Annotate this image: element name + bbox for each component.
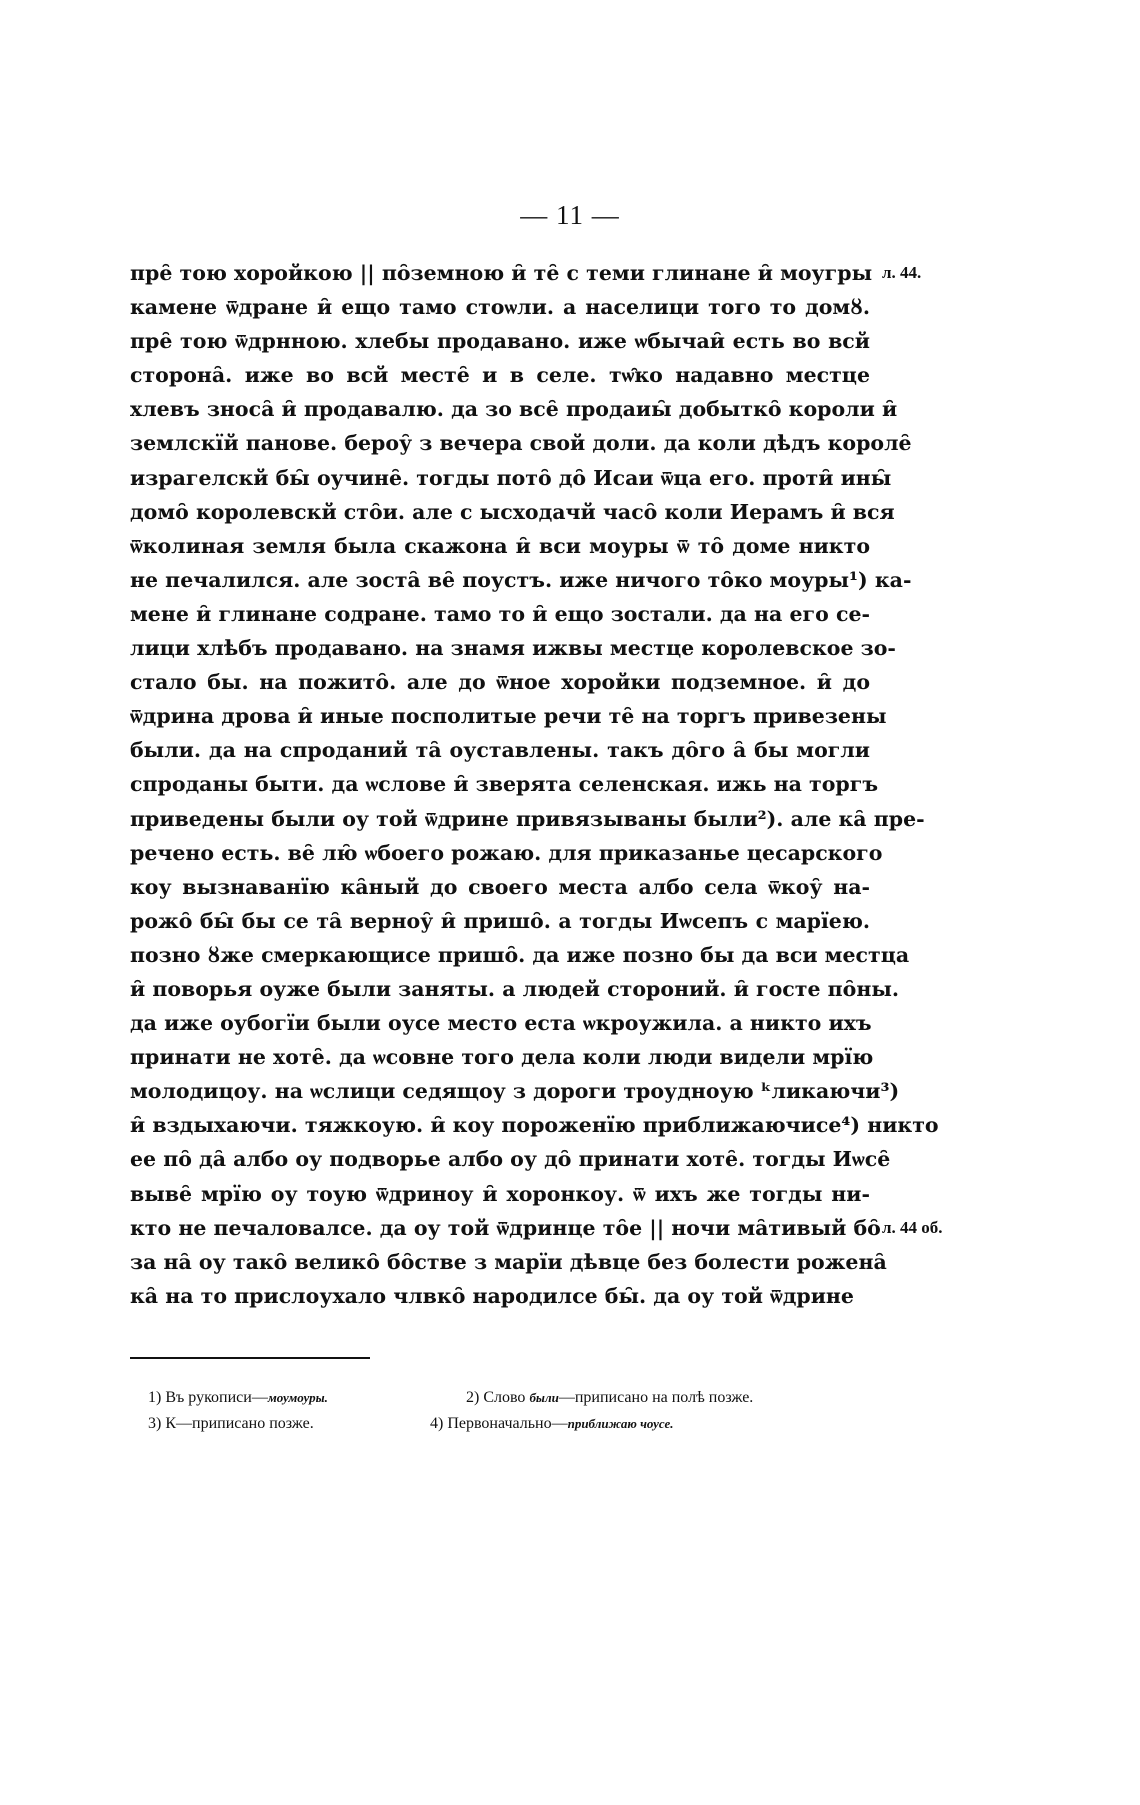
footnote-1	[148, 1385, 466, 1411]
text-line	[130, 1006, 870, 1040]
footnotes	[148, 1385, 868, 1437]
text-line-content: выве̑ мрїю оу тоую ѿдриноу и̑ хоронкоу. ѿ ихъ же тогды ни-	[130, 1181, 870, 1206]
text-line	[130, 392, 898, 426]
footnote-2-word: были	[529, 1390, 559, 1405]
text-line-content: да иже оубогїи были оусе место еста ѡкроужила. а никто ихъ	[130, 1011, 872, 1036]
footnote-1-text: 1) Въ рукописи—	[148, 1389, 268, 1406]
text-line	[130, 802, 925, 836]
text-line	[130, 324, 870, 358]
footnote-4-text: 4) Первоначально—	[430, 1415, 568, 1432]
text-line-content: пре̑ тою ѿдрнною. хлебы продавано. иже ѡбычаи̑ есть во всй	[130, 329, 870, 354]
text-line-content: приведены были оу той ѿдрине привязываны были²). але ка̑ пре-	[130, 806, 925, 831]
text-line	[130, 938, 910, 972]
body-text	[130, 256, 943, 1313]
margin-folio-note: л. 44.	[882, 263, 922, 282]
text-line-content: речено есть. ве̑ лю̑ ѡбоего рожаю. для приказанье цесарского	[130, 840, 883, 865]
text-line-content: не печалился. але зоста̑ ве̑ поустъ. иже ничого то̑ко моуры¹) ка-	[130, 567, 912, 592]
text-line	[130, 1245, 887, 1279]
text-line-content: были. да на спроданий та̑ оуставлены. такъ до̑го а̑ бы могли	[130, 738, 870, 763]
text-line-content: камене ѿдране и̑ ещо тамо стоѡли. а населици того то домȣ.	[130, 295, 870, 320]
text-line	[130, 495, 895, 529]
text-line	[130, 1142, 891, 1176]
text-line-content: позно ȣже смеркающисе пришо̑. да иже позно бы да вси местца	[130, 942, 910, 967]
text-line	[130, 358, 870, 392]
text-line	[130, 1108, 939, 1142]
footnote-row-1	[148, 1385, 868, 1411]
footnote-1-word: моумоуры.	[267, 1390, 328, 1405]
text-line	[130, 972, 900, 1006]
text-line	[130, 733, 870, 767]
text-line-content: ѿколиная земля была скажона и̑ вси моуры ѿ то̑ доме никто	[130, 533, 870, 558]
text-line	[130, 1279, 870, 1313]
text-line-content: рожо̑ бы̑ бы се та̑ верноу̑ и̑ пришо̑. а тогды Иѡсепъ с марїею.	[130, 908, 870, 933]
text-line-content: сторона̑. иже во всй месте̑ и в селе. тѡ̑ко надавно местце	[130, 363, 870, 388]
text-line	[130, 461, 892, 495]
text-line-content: молодицоу. на ѡслици седящоу з дороги троудноую ᵏликаючи³)	[130, 1079, 900, 1104]
text-line	[130, 836, 883, 870]
text-line-content: ее по̑ да̑ албо оу подворье албо оу до̑ принати хоте̑. тогды Иѡсе̑	[130, 1147, 891, 1172]
text-line	[130, 699, 887, 733]
footnote-2-suffix: —приписано на полѣ позже.	[558, 1389, 754, 1406]
text-line	[130, 870, 870, 904]
text-line-content: мене и̑ глинане содране. тамо то и̑ ещо зостали. да на его се-	[130, 601, 870, 626]
text-line	[130, 529, 870, 563]
text-line-content: лици хлѣбъ продавано. на знамя ижвы местце королевское зо-	[130, 636, 896, 661]
text-line	[130, 426, 912, 460]
text-line-content: кто не печаловалсе. да оу той ѿдринце то̑е || ночи ма̑тивый бо̑	[130, 1215, 881, 1240]
text-line-content: принати не хоте̑. да ѡсовне того дела коли люди видели мрїю	[130, 1045, 874, 1070]
text-line-content: и̑ вздыхаючи. тяжкоую. и̑ коу пороженїю приближаючисе⁴) никто	[130, 1113, 939, 1138]
text-line-content: израгелскй бы̑ оучине̑. тогды пото̑ до̑ Исаи ѿца его. проти̑ ины̑	[130, 465, 892, 490]
text-line-content: пре̑ тою хоройкою || по̑земною и̑ те̑ с теми глинане и̑ моугры	[130, 261, 873, 285]
text-line	[130, 665, 870, 699]
text-line-content: и̑ поворья оуже были заняты. а людей стороний. и̑ госте по̑ны.	[130, 976, 900, 1001]
footnote-2	[466, 1385, 753, 1411]
text-line	[130, 256, 922, 290]
footnote-4-word: приближаю чоусе.	[567, 1416, 674, 1431]
text-line-content: ѿдрина дрова и̑ иные посполитые речи те̑ на торгъ привезены	[130, 704, 887, 729]
text-line	[130, 1040, 874, 1074]
text-line	[130, 1211, 943, 1245]
footnote-4	[430, 1411, 674, 1437]
margin-folio-note: л. 44 об.	[882, 1217, 943, 1237]
text-line-content: домо̑ королевскй сто̑и. але с ысходачй часо̑ коли Иерамъ и̑ вся	[130, 499, 895, 524]
page-number: — 11 —	[520, 200, 620, 230]
text-line-content: ка̑ на то прислоухало члвко̑ народилсе бы̑. да оу той ѿдрине	[130, 1283, 854, 1308]
text-line	[130, 1074, 900, 1108]
text-line	[130, 290, 870, 324]
footnote-row-2	[148, 1411, 868, 1437]
text-line	[130, 1177, 870, 1211]
text-line-content: хлевъ зноса̑ и̑ продавалю. да зо все̑ продаиы̑ добытко̑ короли и̑	[130, 397, 898, 422]
text-line-content: коу вызнаванїю ка̑ный до своего места албо села ѿкоу̑ на-	[130, 874, 870, 899]
text-line-content: землскїй панове. бероу̑ з вечера свой доли. да коли дѣдъ короле̑	[130, 431, 912, 456]
footnote-2-text: 2) Слово	[466, 1389, 530, 1406]
text-line	[130, 597, 870, 631]
text-line-content: стало бы. на пожито̑. але до ѿное хоройки подземное. и̑ до	[130, 670, 870, 695]
text-line	[130, 631, 896, 665]
text-line-content: спроданы быти. да ѡслове и̑ зверята селенская. ижь на торгъ	[130, 772, 879, 797]
text-line	[130, 767, 879, 801]
footnote-3: 3) К—приписано позже.	[148, 1415, 314, 1432]
text-line	[130, 563, 912, 597]
footnote-divider	[130, 1357, 370, 1359]
text-line	[130, 904, 870, 938]
text-line-content: за на̑ оу тако̑ велико̑ бо̑стве з марїи дѣвце без болести рожена̑	[130, 1249, 887, 1274]
